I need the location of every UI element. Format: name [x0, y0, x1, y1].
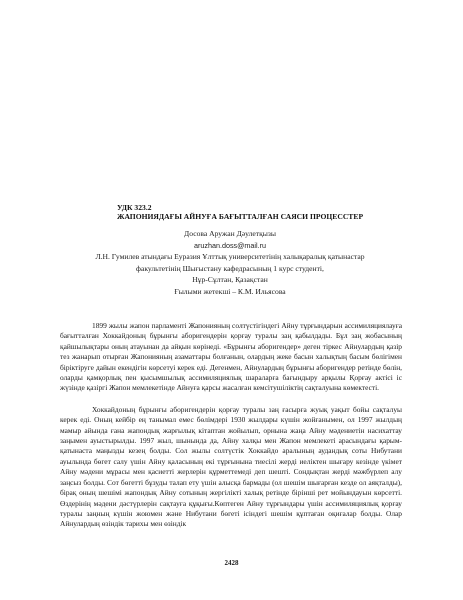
author-email[interactable]: aruzhan.doss@mail.ru — [193, 240, 266, 250]
affiliation-line-2: факультетінің Шығыстану кафедрасының 1 курс студенті, — [136, 263, 324, 273]
affiliation-line-1: Л.Н. Гумилев атындағы Еуразия Ұлттық университетінің халықаралық қатынастар — [95, 252, 365, 262]
author-city: Нұр-Сұлтан, Қазақстан — [192, 275, 268, 285]
udc-code: УДК 323.2 — [117, 203, 152, 212]
author-name: Досова Аружан Дәулетқызы — [184, 229, 276, 238]
author-block — [60, 228, 400, 298]
paragraph-2: Хоккайдоның бұрынғы аборигендерін қорғау туралы заң ғасырға жуық уақыт бойы сақталуы керек еді. Оның кейбір ең танымал емес бөлімдері 1930 жылдары күшін жойғанымен, ол 1997 жылдың мамыр айында ғана жапондық жарғылық кітаптан жойылып, орнына жаңа Айну мәдениетін насихаттау заңымен ауыстырылды. 1997 жыл, шынында да, Айну халқы мен Жапон мемлекеті арасындағы қарым-қатынаста маңызды кезең болды. Сол жылы солтүстік Хоккайдо аралының аудандық соты Нибутани ауылында бөгет салу үшін Айну қаласының екі тұрғынына тиесілі жерді иеліктен шығару кезінде үкімет Айну мәдени мұрасы мен қасиетті жерлерін құрметтемеді деп шешті. Сондықтан жерді мәжбүрлеп алу заңсыз болды. Сот бөгетті бұзуды талап ету үшін алысқа бармады (ол шешім шығарған кезде ол аяқталды), бірақ оның шешімі жапондық Айну сотының жергілікті халық ретінде бірінші рет мойындауын көрсетті. Өздерінің мәдени дәстүрлерін сақтауға құқығы.Көптеген Айну тұрғындары үшін ассимиляциялық қорғау туралы заңның күшін жоюмен және Нибутани бөгеті ісіндегі шешім құптаған оқиғалар болды. Олар Айнулардың өзіндік тарихы мен өзіндік — [60, 404, 402, 529]
supervisor-line: Ғылыми жетекші – К.М. Ильясова — [174, 286, 286, 296]
article-title: ЖАПОНИЯДАҒЫ АЙНУҒА БАҒЫТТАЛҒАН САЯСИ ПРОЦЕССТЕР — [117, 212, 364, 222]
page-number: 2428 — [224, 559, 239, 567]
paragraph-1: 1899 жылы жапон парламенті Жапонияның солтүстігіндегі Айну тұрғындарын ассимиляциялауға бағытталған Хоккайдоның бұрынғы аборигендерін қорғау туралы заң қабылдады. Бұл заң жобасының қайшылықтары оның атауынан да айқын көрінеді. «Бұрынғы аборигендер» деген тіркес Айнулардың қазір тез жанарып отырған Жапонияның азаматтары болғанын, олардың жеке басын халықтың басым бөлігімен біріктіруге дайын екендігін көрсетуі керек еді. Дегенмен, Айнулардың бұрынғы аборигендер ретінде бөлін, оларды қамқорлық пен қысымшылық ассимиляциялық шараларға бағындыру арқылы Қорғау актісі іс жүзінде қазіргі Жапон мемлекетінде Айнуға қарсы жасалған кемсітушіліктің сақталуына көмектесті. — [60, 321, 402, 393]
article-header — [117, 203, 417, 222]
article-body — [60, 321, 402, 541]
